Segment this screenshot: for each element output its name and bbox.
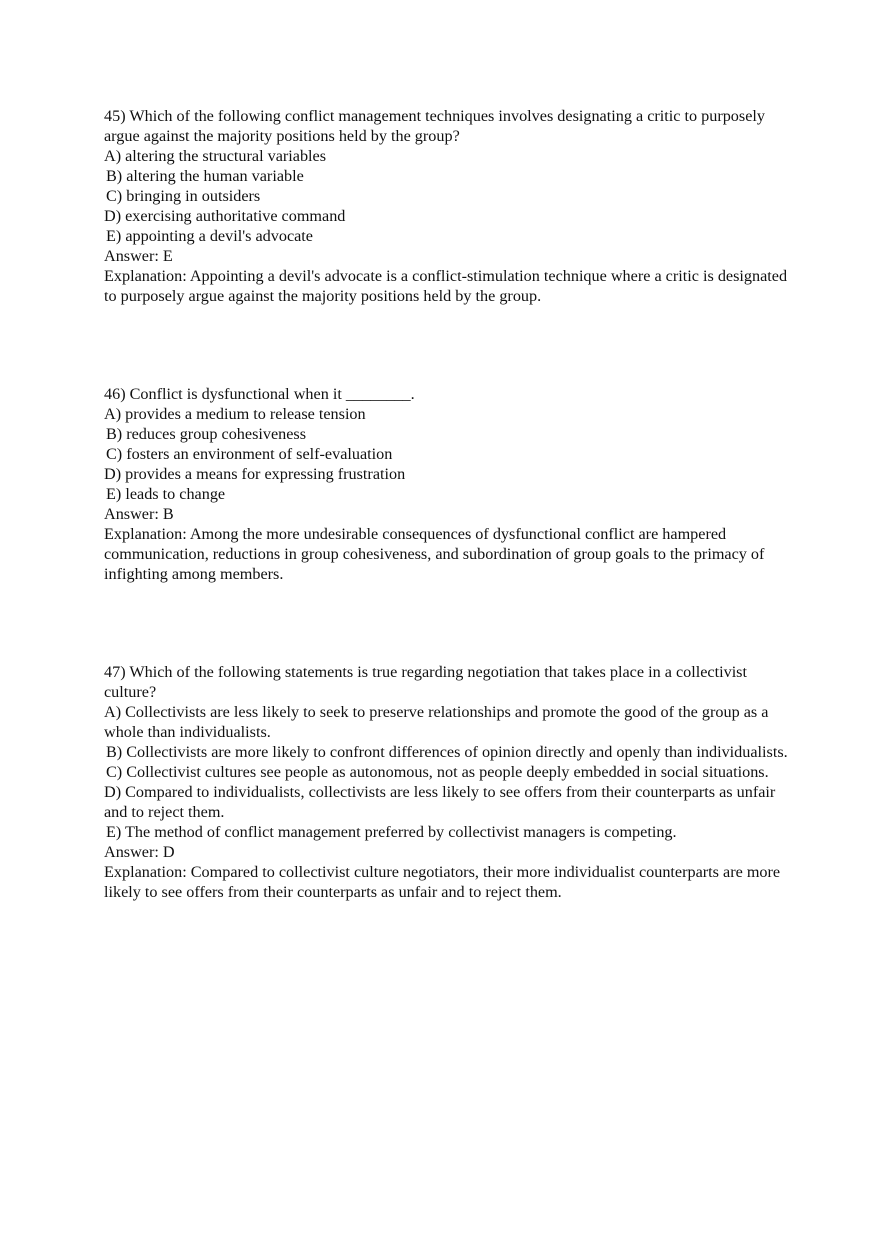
option-b: B) reduces group cohesiveness xyxy=(106,425,307,443)
question-text: Which of the following statements is true regarding negotiation that takes place in a collectivist culture? xyxy=(104,663,747,701)
option-a: A) provides a medium to release tension xyxy=(104,405,366,423)
explanation: Explanation: Appointing a devil's advocate is a conflict-stimulation technique where a critic is designated to purposely argue against the majority positions held by the group. xyxy=(104,267,788,305)
question-stem xyxy=(104,384,794,404)
option-e: E) leads to change xyxy=(106,485,226,503)
question-text: Which of the following conflict management techniques involves designating a critic to purposely argue against the majority positions held by the group? xyxy=(104,107,765,145)
question-number: 46) xyxy=(104,385,126,403)
question-number: 47) xyxy=(104,663,126,681)
answer: Answer: D xyxy=(104,843,175,861)
question-47 xyxy=(104,662,794,902)
option-d: D) Compared to individualists, collectivists are less likely to see offers from their counterparts as unfair and to reject them. xyxy=(104,783,776,821)
answer: Answer: B xyxy=(104,505,174,523)
option-e: E) appointing a devil's advocate xyxy=(106,227,313,245)
option-c: C) fosters an environment of self-evaluation xyxy=(106,445,393,463)
question-text: Conflict is dysfunctional when it ________. xyxy=(129,385,415,403)
question-stem xyxy=(104,106,794,146)
question-stem xyxy=(104,662,794,702)
answer: Answer: E xyxy=(104,247,173,265)
document-page xyxy=(104,106,794,902)
option-e: E) The method of conflict management preferred by collectivist managers is competing. xyxy=(106,823,677,841)
question-45 xyxy=(104,106,794,306)
option-a: A) altering the structural variables xyxy=(104,147,327,165)
explanation: Explanation: Among the more undesirable consequences of dysfunctional conflict are hampered communication, reductions in group cohesiveness, and subordination of group goals to the primacy of infighting among members. xyxy=(104,525,765,583)
question-number: 45) xyxy=(104,107,126,125)
question-46 xyxy=(104,384,794,584)
option-d: D) exercising authoritative command xyxy=(104,207,346,225)
option-c: C) bringing in outsiders xyxy=(106,187,261,205)
option-d: D) provides a means for expressing frustration xyxy=(104,465,406,483)
option-b: B) altering the human variable xyxy=(106,167,304,185)
option-a: A) Collectivists are less likely to seek to preserve relationships and promote the good of the group as a whole than individualists. xyxy=(104,703,769,741)
explanation: Explanation: Compared to collectivist culture negotiators, their more individualist counterparts are more likely to see offers from their counterparts as unfair and to reject them. xyxy=(104,863,781,901)
option-c: C) Collectivist cultures see people as autonomous, not as people deeply embedded in social situations. xyxy=(106,763,769,781)
option-b: B) Collectivists are more likely to confront differences of opinion directly and openly than individualists. xyxy=(106,743,788,761)
